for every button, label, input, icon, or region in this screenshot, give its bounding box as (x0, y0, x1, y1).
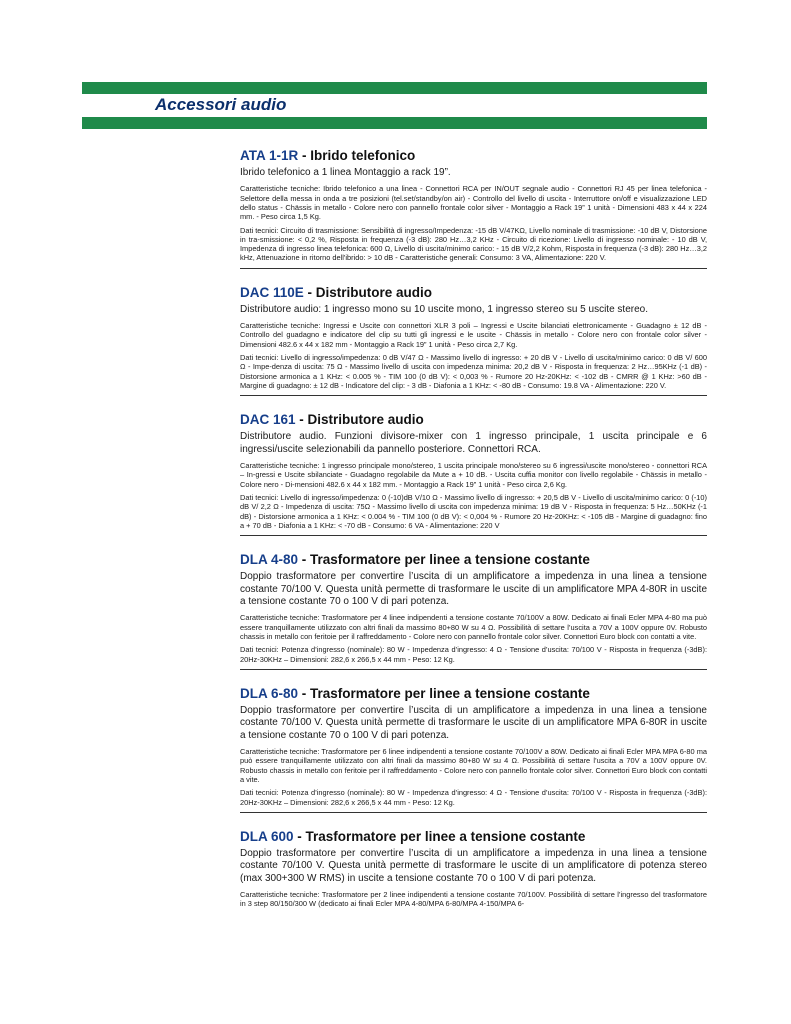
header-band-top (82, 82, 707, 94)
product-dac-110e (240, 284, 707, 396)
product-specs: Dati tecnici: Livello di ingresso/impedenza: 0 dB V/47 Ω - Massimo livello di ingresso: + 20 dB V - Livello di uscita/minimo carico: 0 dB V/ 600 Ω - Impe-denza di uscita: 75 Ω - Massimo livello di uscita con impedenza minima: 20,2 dB V - Risposta in frequenza: 2 Hz…95KHz (-1 dB) - Distorsione armonica a 1 KHz: < 0.005 % - TIM 100 (0 dB V): < 0,003 % - Rumore 20 Hz-20KHz: < -102 dB - CMRR @ 1 KHz: >60 dB - Margine di guadagno: ± 12 dB - Indicatore del clip: - 3 dB - Diafonia a 1 KHz: < -80 dB - Consumo: 19.8 VA - Alimentazione: 220 V. (240, 353, 707, 390)
product-dac-161 (240, 411, 707, 536)
product-name: - Trasformatore per linee a tensione costante (293, 828, 586, 844)
product-code: DAC 161 (240, 412, 296, 428)
product-dla-600 (240, 828, 707, 914)
product-code: DLA 600 (240, 828, 294, 844)
product-specs: Dati tecnici: Livello di ingresso/impedenza: 0 (-10)dB V/10 Ω - Massimo livello di ingresso: + 20,5 dB V - Livello di uscita/minimo carico: 0 (-10) dB V/ 2,2 Ω - Impedenza di uscita: 75Ω - Massimo livello di uscita con impedenza minima: 19 dB V - Risposta in frequenza: 5 Hz…50KHz (-1 dB) - Distorsione armonica a 1 KHz: < 0.004 % - TIM 100 (0 dB V): < 0,004 % - Rumore 20 Hz-20KHz: < -105 dB - Margine di guadagno: fino a + 70 dB - Diafonia a 1 KHz: < -70 dB - Consumo: 6 VA - Alimentazione: 220 V (240, 492, 707, 530)
product-code: DLA 4-80 (240, 552, 299, 568)
product-code: DLA 6-80 (240, 685, 299, 701)
product-name: - Trasformatore per linee a tensione costante (298, 552, 590, 568)
product-code: ATA 1-1R (240, 148, 299, 163)
product-name: - Trasformatore per linee a tensione costante (298, 685, 590, 701)
product-title (240, 685, 707, 702)
product-features: Caratteristiche tecniche: 1 ingresso principale mono/stereo, 1 uscita principale mono/stereo su 6 ingressi/uscite mono/stereo - connettori RCA – In-gressi e Uscite sbilanciate - Guadagno regolabile da Mute a + 10 dB. - Uscita cuffia monitor con livello regolabile - Chässis in metallo - Colore nero - Di-mensioni 482.6 x 44 x 182 mm. - Montaggio a Rack 19” 1 unità - Peso circa 2,6 Kg. (240, 461, 707, 489)
product-intro: Distributore audio: 1 ingresso mono su 10 uscite mono, 1 ingresso stereo su 5 uscite stereo. (240, 303, 648, 315)
product-name: - Distributore audio (303, 284, 433, 300)
product-features: Caratteristiche tecniche: Trasformatore per 2 linee indipendenti a tensione costante 70/100V. Possibilità di settare l’ingresso del trasformatore in 3 step 80/150/300 W (dedicato ai finali Ecler MPA 4-80/MPA 6-80/MPA 4-150/MPA 6- (240, 890, 707, 909)
product-title (240, 147, 707, 164)
product-features: Caratteristiche tecniche: Trasformatore per 6 linee indipendenti a tensione costante 70/100V a 80W. Dedicato ai finali Ecler MPA MPA 6-80 ma può essere tranquillamente utilizzato con altri finali da massimo 80+80 W su 4 Ω. Possibilità di settare l’uscita a 70V a 100V oppure 0V. Robusto chassis in metallo con feritoie per il raffreddamento - Colore nero con pannello frontale color silver. Connettori Euro block con contatti a vite. (240, 747, 707, 784)
product-intro: Doppio trasformatore per convertire l’uscita di un amplificatore a impedenza in una linea a tensione costante 70/100 V. Questa unità permette di trasformare le uscite di un amplificatore MPA 4-80R in uscite a tensione costante 70 o 100 V di pari potenza. (240, 571, 707, 607)
product-title (240, 284, 707, 301)
product-dla-6-80 (240, 685, 707, 813)
product-title (240, 828, 707, 845)
header-band-bottom (82, 117, 707, 129)
product-intro: Doppio trasformatore per convertire l’uscita di un amplificatore a impedenza in una linea a tensione costante 70/100 V. Questa unità permette di trasformare le uscite di un amplificatore MPA 6-80R in uscite a tensione costante 70 o 100 V di pari potenza. (240, 704, 707, 741)
product-ata-1-1r (240, 147, 707, 269)
product-specs: Dati tecnici: Potenza d’ingresso (nominale): 80 W - Impedenza d’ingresso: 4 Ω - Tensione d’uscita: 70/100 V - Risposta in frequenza (-3dB): 20Hz-30KHz – Dimensioni: 282,6 x 266,5 x 44 mm - Peso: 12 Kg. (240, 645, 707, 664)
product-name: - Distributore audio (295, 412, 424, 428)
product-dla-4-80 (240, 551, 707, 670)
product-code: DAC 110E (240, 284, 304, 300)
page-title: Accessori audio (155, 95, 287, 114)
product-name: - Ibrido telefonico (298, 148, 416, 163)
product-intro: Distributore audio. Funzioni divisore-mixer con 1 ingresso principale, 1 uscita principale e 6 ingressi/uscite selezionabili da pannello posteriore. Connettori RCA. (240, 431, 707, 455)
product-list (240, 147, 707, 929)
product-specs: Dati tecnici: Circuito di trasmissione: Sensibilità di ingresso/Impedenza: -15 dB V/47KΩ, Livello nominale di trasmissione: -10 dB V, Distorsione in tra-smissione: < 0,2 %, Risposta in frequenza (-3 dB): 280 Hz…3,2 KHz - Circuito di ricezione: Livello di ingresso nominale: - 10 dB V, Impedenza di ingresso linea telefonica: 600 Ω, Livello di uscita/minimo carico: - 15 dB V/2,2 Kohm, Risposta in frequenza (-3 dB): 280 Hz…3,2 kHz, Attenuazione in ritorno dell'ibrido: > 10 dB - Caratteristiche generali: Consumo: 3 VA, Alimentazione: 220 V. (240, 225, 707, 263)
product-intro: Ibrido telefonico a 1 linea Montaggio a rack 19”. (240, 167, 451, 178)
product-features: Caratteristiche tecniche: Ibrido telefonico a una linea - Connettori RCA per IN/OUT segnale audio - Connettori RJ 45 per linea telefonica - Selettore della messa in onda a tre posizioni (tel.set/standby/on air) - Controllo del livello di uscita - Interruttore on/off e visualizzazione LED dello status - Chässis in metallo - Colore nero con pannello frontale color silver - Montaggio a Rack 19” 1 unità - Dimensioni 483 x 44 x 224 mm. - Peso circa 1,5 Kg. (240, 184, 707, 222)
product-title (240, 551, 707, 568)
product-features: Caratteristiche tecniche: Ingressi e Uscite con connettori XLR 3 poli – Ingressi e Uscite bilanciati elettronicamente - Guadagno ± 12 dB - Controllo del guadagno e indicatore del clip su tutti gli ingressi e le uscite - Chässis in metallo - Colore nero con frontale color silver - Dimensioni 482.6 x 44 x 182 mm - Montaggio a Rack 19” 1 unità - Peso circa 2,7 Kg. (240, 321, 707, 349)
product-intro: Doppio trasformatore per convertire l’uscita di un amplificatore a impedenza in una linea a tensione costante 70/100 V. Questa unità permette di trasformare le uscite di un amplificatore di potenza stereo (max 300+300 W RMS) in uscite a tensione costante 70 o 100 V di pari potenza. (240, 847, 707, 884)
product-specs: Dati tecnici: Potenza d’ingresso (nominale): 80 W - Impedenza d’ingresso: 4 Ω - Tensione d’uscita: 70/100 V - Risposta in frequenza (-3dB): 20Hz-30KHz – Dimensioni: 282,6 x 266,5 x 44 mm - Peso: 12 Kg. (240, 788, 707, 807)
product-features: Caratteristiche tecniche: Trasformatore per 4 linee indipendenti a tensione costante 70/100V a 80W. Dedicato ai finali Ecler MPA 4-80 ma può essere tranquillamente utilizzato con altri finali da massimo 80+80 W su 4 Ω. Possibilità di settare l’uscita a 70V a 100V oppure 0V. Robusto chassis in metallo con feritoie per il raffreddamento - Colore nero con pannello frontale color silver. Connettori Euro block con contatti a vite. (240, 613, 707, 641)
product-title (240, 411, 707, 428)
